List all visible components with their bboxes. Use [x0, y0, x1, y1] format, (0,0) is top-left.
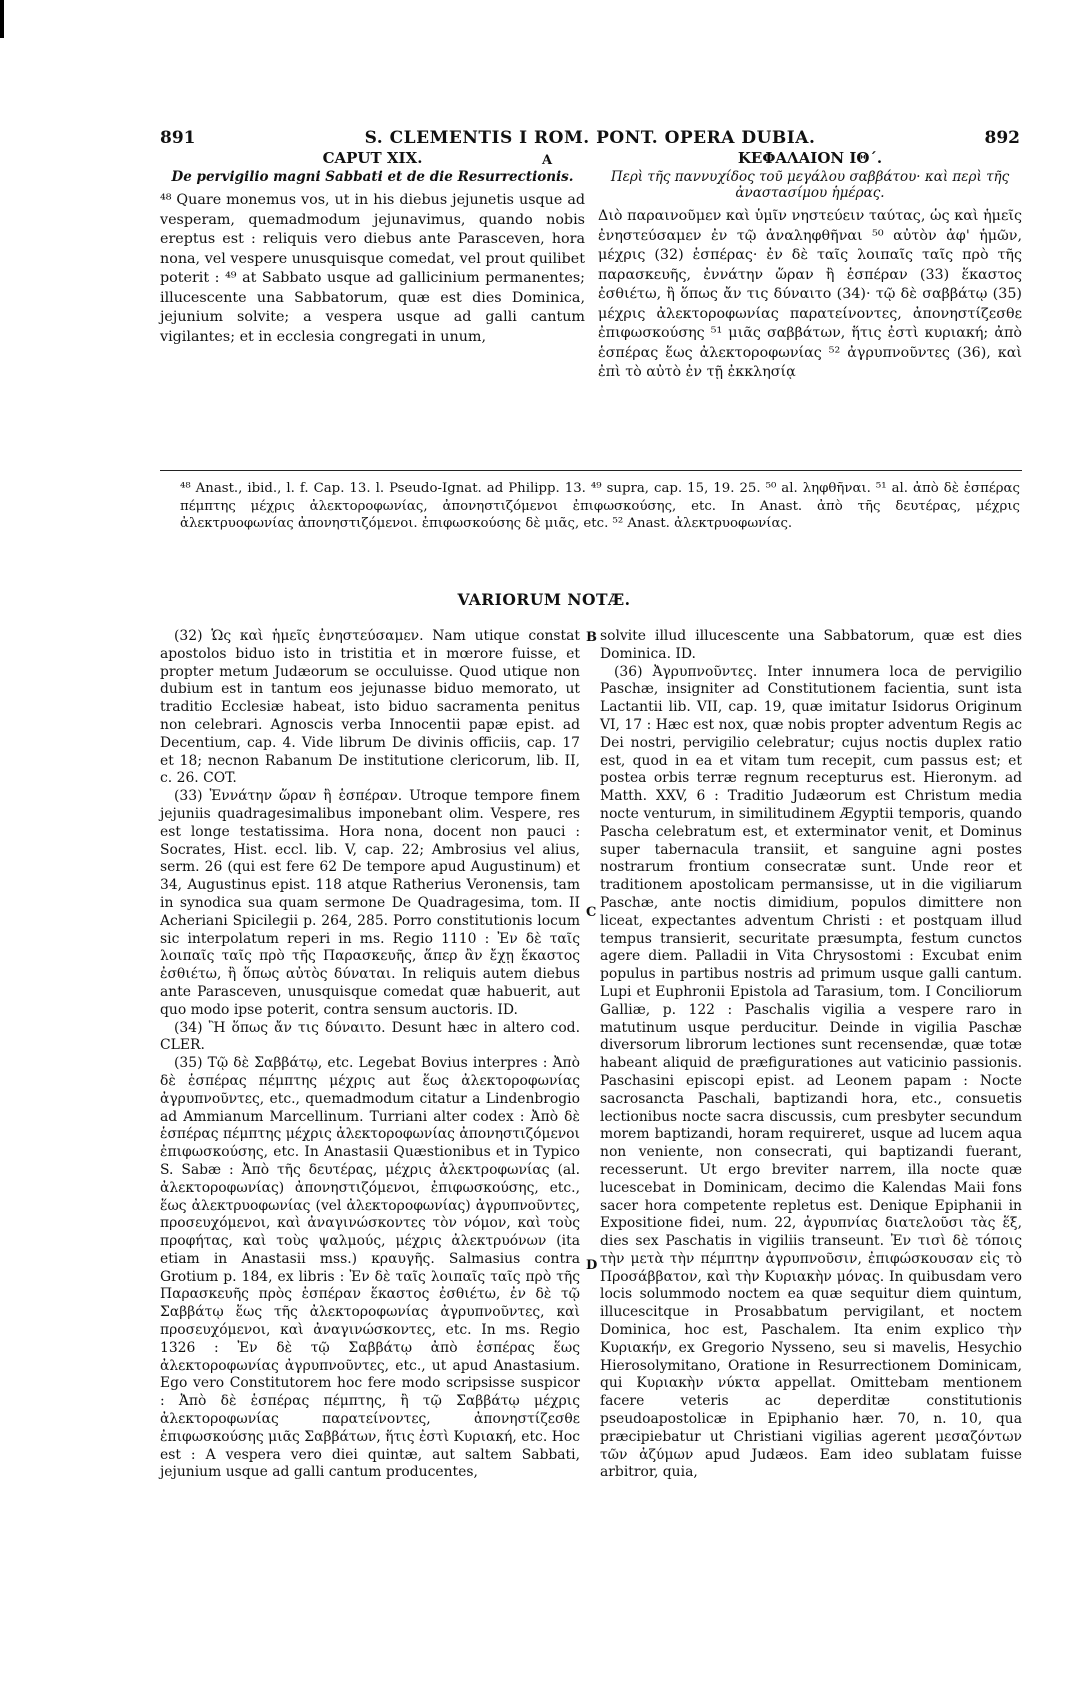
footnotes: ⁴⁸ Anast., ibid., l. f. Cap. 13. l. Pseudo-Ignat. ad Philipp. 13. ⁴⁹ supra, cap. 15, 19. 25. ⁵⁰ al. ληφθῆναι. ⁵¹ al. ἀπὸ δὲ ἑσπέρας πέμπτης μέχρις ἀλεκτοροφωνίας, ἀπονηστιζόμενοι ἐπιφωσκούσης, etc. In Anast. ἀπὸ τῆς δευτέρας, μέχρις ἀλεκτρυοφωνίας ἀπονηστιζόμενοι. ἐπιφωσκούσης δὲ μιᾶς, etc. ⁵² Anast. ἀλεκτρυοφωνίας. — [180, 481, 1020, 531]
greek-chapter-subtitle: Περὶ τῆς παννυχίδος τοῦ μεγάλου σαββάτου· καὶ περὶ τῆς ἀναστασίμου ἡμέρας. — [610, 169, 1010, 202]
page-number-left: 891 — [160, 128, 196, 148]
note-34: (34) Ἢ ὅπως ἄν τις δύναιτο. Desunt hæc in altero cod. CLER. — [160, 1019, 580, 1054]
margin-letter-b: B — [586, 630, 597, 645]
note-35-continued: solvite illud illucescente una Sabbatorum, quæ est dies Dominica. ID. — [600, 628, 1022, 662]
note-36: (36) Ἀγρυπνοῦντες. Inter innumera loca de pervigilio Paschæ, insigniter ad Constitutionem facientia, sunt ista Lactantii lib. VII, cap. 19, quæ imitatur Isidorus Originum VI, 17 : Hæc est nox, quæ nobis propter adventum Regis ac Dei nostri, pervigilio celebratur; cujus noctis duplex ratio est, quod in ea et vitam tum recepit, cum passus est; et postea orbis terræ regnum recepturus est. Hieronym. ad Matth. XXV, 6 : Traditio Judæorum est Christum media nocte venturum, in similitudinem Ægyptii temporis, quando Pascha celebratum est, et exterminator venit, et Dominus super tabernacula transiit, et sanguine agni postes nostrarum frontium consecratæ sunt. Unde reor et traditionem apostolicam permansisse, ut in die vigiliarum Paschæ, ante noctis dimidium, populos dimittere non liceat, expectantes adventum Christi : et postquam illud tempus transierit, securitate præsumpta, festum cunctos agere diem. Palladii in Vita Chrysostomi : Excubat enim populus in partibus nostris ad primum usque galli cantum. Lupi et Euphronii Epistola ad Tarasium, tom. I Conciliorum Galliæ, p. 122 : Paschalis vigilia a vespere raro in matutinum usque perducitur. Deinde in vigilia Paschæ diversorum librorum lectiones sunt recensendæ, quæ totæ habeant aliquid de præfigurationes aut vaticinio passionis. Paschasini episcopi epist. ad Leonem papam : Nocte sacrosancta Paschali, baptizandi hora, etc., consuetis lectionibus nocte sacra discussis, cum presbyter secundum morem baptizandi, horam requireret, usque ad lucem aqua non veniente, non consecrati, qui baptizandi fuerant, recesserunt. Ut ergo breviter narrem, illa nocte quæ lucescebat in Dominicam, decimo die Kalendas Maii fons sacer hora competente repletus est. Denique Epiphanii in Expositione fidei, num. 22, ἀγρυπνίας διατελοῦσι τὰς ἕξ, dies sex Paschatis in vigiliis transeunt. Ἐν τισὶ δὲ τόποις τὴν μετὰ τὴν πέμπτην ἀγρυπνοῦσιν, ἐπιφώσκουσαν εἰς τὸ Προσάββατον, καὶ τὴν Κυριακὴν μόνας. In quibusdam vero locis solummodo noctem ea quæ sequitur diem quintum, illucescitque in Prosabbatum pervigilant, et noctem Dominica, hoc est, Paschalem. Ita enim explico τὴν Κυριακήν, ex Gregorio Nysseno, seu si mavelis, Hesychio Hierosolymitano, Oratione in Resurrectionem Dominicam, qui Κυριακὴν νύκτα appellat. Omittebam mentionem facere veteris ac deperditæ constitutionis pseudoapostolicæ in Epiphanio hær. 70, n. 10, qua præcipiebatur ut Christiani vigilias agerent μεσαζόντων τῶν ἀζύμων apud Judæos. Eam ideo sublatam fuisse arbitror, quia, — [600, 663, 1022, 1481]
greek-chapter-heading: ΚΕΦΑΛΑΙΟΝ ΙΘ΄. — [737, 149, 883, 167]
note-35: (35) Τῷ δὲ Σαββάτῳ, etc. Legebat Bovius interpres : Ἀπὸ δὲ ἑσπέρας πέμπτης μέχρις aut ἕως ἀλεκτοροφωνίας ἀγρυπνοῦντες, etc., quemadmodum citatur a Lindenbrogio ad Ammianum Marcellinum. Turriani alter codex : Ἀπὸ δὲ ἑσπέρας πέμπτης μέχρις ἀλεκτοροφωνίας ἀπονηστιζόμενοι ἐπιφωσκούσης, etc. In Anastasii Quæstionibus et in Typico S. Sabæ : Ἀπὸ τῆς δευτέρας, μέχρις ἀλεκτροφωνίας (al. ἀλεκτοροφωνίας) ἀπονηστιζόμενοι, ἐπιφωσκούσης, etc., ἕως ἀλεκτρυοφωνίας (vel ἀλεκτοροφωνίας) ἀγρυπνοῦντες, προσευχόμενοι, καὶ ἀναγινώσκοντες τὸν νόμον, καὶ τοὺς προφήτας, καὶ τοὺς ψαλμούς, μέχρις ἀλεκτρυόνων (ita etiam in Anastasii mss.) κραυγῆς. Salmasius contra Grotium p. 184, ex libris : Ἐν δὲ ταῖς λοιπαῖς ταῖς πρὸ τῆς Παρασκευῆς πρὸς ἑσπέραν ἕκαστος ἐσθιέτω, ἐν δὲ τῷ Σαββάτῳ ἕως τῆς ἀλεκτοροφωνίας ἀγρυπνοῦντες, καὶ προσευχόμενοι, καὶ ἀναγινώσκοντες, etc. In ms. Regio 1326 : Ἐν δὲ τῷ Σαββάτῳ ἀπὸ ἑσπέρας ἕως ἀλεκτοροφωνίας ἀγρυπνοῦντες, etc., ut apud Anastasium. Ego vero Constitutorem hoc fere modo scripsisse suspicor : Ἀπὸ δὲ ἑσπέρας πέμπτης, ἢ τῷ Σαββάτῳ μέχρις ἀλεκτοροφωνίας παρατείνοντες, ἀπονηστίζεσθε ἐπιφωσκούσης μιᾶς Σαββάτων, ἥτις ἐστὶ Κυριακή, etc. Hoc est : A vespera vero diei quintæ, aut saltem Sabbati, jejunium usque ad galli cantum producentes, — [160, 1055, 580, 1481]
scan-edge-mark — [0, 0, 4, 38]
running-header — [160, 128, 1020, 150]
latin-chapter-heading: CAPUT XIX. — [322, 149, 423, 167]
variorum-notes-title: VARIORUM NOTÆ. — [457, 590, 631, 609]
note-32: (32) Ὡς καὶ ἡμεῖς ἐνηστεύσαμεν. Nam utique constat apostolos biduo isto in tristitia et in mœrore fuisse, et propter metum Judæorum se occuluisse. Quod utique non dubium est in tantum eos jejunasse biduo memorato, ut traditio Ecclesiæ habeat, isto biduo sacramenta penitus non celebrari. Agnoscis verba Innocentii papæ epist. ad Decentium, cap. 4. Vide librum De divinis officiis, cap. 17 et 18; necnon Rabanum De institutione clericorum, lib. II, c. 26. COT. — [160, 628, 580, 787]
greek-column — [598, 150, 1022, 383]
variorum-notes-right — [600, 628, 1022, 1482]
latin-chapter-subtitle: De pervigilio magni Sabbati et de die Resurrectionis. — [171, 169, 574, 186]
greek-main-text: Διὸ παραινοῦμεν καὶ ὑμῖν νηστεύειν ταύτας, ὡς καὶ ἡμεῖς ἐνηστεύσαμεν ἐν τῷ ἀναληφθῆναι ⁵⁰ αὐτὸν ἀφ' ἡμῶν, μέχρις (32) ἑσπέρας· ἐν δὲ ταῖς λοιπαῖς ταῖς πρὸ τῆς παρασκευῆς, ἐννάτην ὥραν ἢ ἑσπέραν (33) ἕκαστος ἐσθιέτω, ἢ ὅπως ἄν τις δύναιτο (34)· τῷ δὲ σαββάτῳ (35) μέχρις ἀλεκτοροφωνίας παρατείνοντες, ἀπονηστίζεσθε ἐπιφωσκούσης ⁵¹ μιᾶς σαββάτων, ἥτις ἐστὶ κυριακή; ἀπὸ ἑσπέρας ἕως ἀλεκτοροφωνίας ⁵² ἀγρυπνοῦντες (36), καὶ ἐπὶ τὸ αὐτὸ ἐν τῇ ἐκκλησίᾳ — [598, 208, 1022, 381]
variorum-notes-left — [160, 628, 580, 1482]
latin-main-text: ⁴⁸ Quare monemus vos, ut in his diebus jejunetis usque ad vesperam, quemadmodum jejunavimus, quando nobis ereptus est : reliquis vero diebus ante Parasceven, hora nona, vel vespere unusquisque comedat, vel prout quilibet poterit : ⁴⁹ at Sabbato usque ad gallicinium permanentes; illucescente una Sabbatorum, quæ est dies Dominica, jejunium solvite; a vespera usque ad galli cantum vigilantes; et in ecclesia congregati in unum, — [160, 192, 585, 345]
margin-letter-d: D — [586, 1258, 598, 1273]
footnote-rule — [160, 470, 1022, 471]
margin-letter-c: C — [586, 905, 597, 920]
running-title: S. CLEMENTIS I ROM. PONT. OPERA DUBIA. — [364, 128, 816, 148]
latin-column — [160, 150, 585, 347]
note-33: (33) Ἐννάτην ὥραν ἢ ἑσπέραν. Utroque tempore finem jejuniis quadragesimalibus imponebant olim. Vespere, res est longe testatissima. Hora nona, docent non pauci : Socrates, Hist. eccl. lib. V, cap. 22; Ambrosius vel alius, serm. 26 (qui est fere 62 De tempore apud Augustinum) et 34, Augustinus epist. 118 atque Ratherius Veronensis, tam in synodica sua quam sermone De Quadragesima, tom. II Acheriani Spicilegii p. 264, 285. Porro constitutionis locum sic interpolatum reperi in ms. Regio 1110 : Ἐν δὲ ταῖς λοιπαῖς ταῖς πρὸ τῆς Παρασκευῆς, ἅπερ ἂν ἔχῃ ἕκαστος ἐσθιέτω, ἢ ὅπως αὐτὸς δύναται. In reliquis autem diebus ante Parasceven, unusquisque comedat quæ habuerit, aut quo modo ipse poterit, contra sensum auctoris. ID. — [160, 788, 580, 1018]
page-number-right: 892 — [984, 128, 1020, 148]
margin-letter-a: A — [542, 153, 553, 168]
